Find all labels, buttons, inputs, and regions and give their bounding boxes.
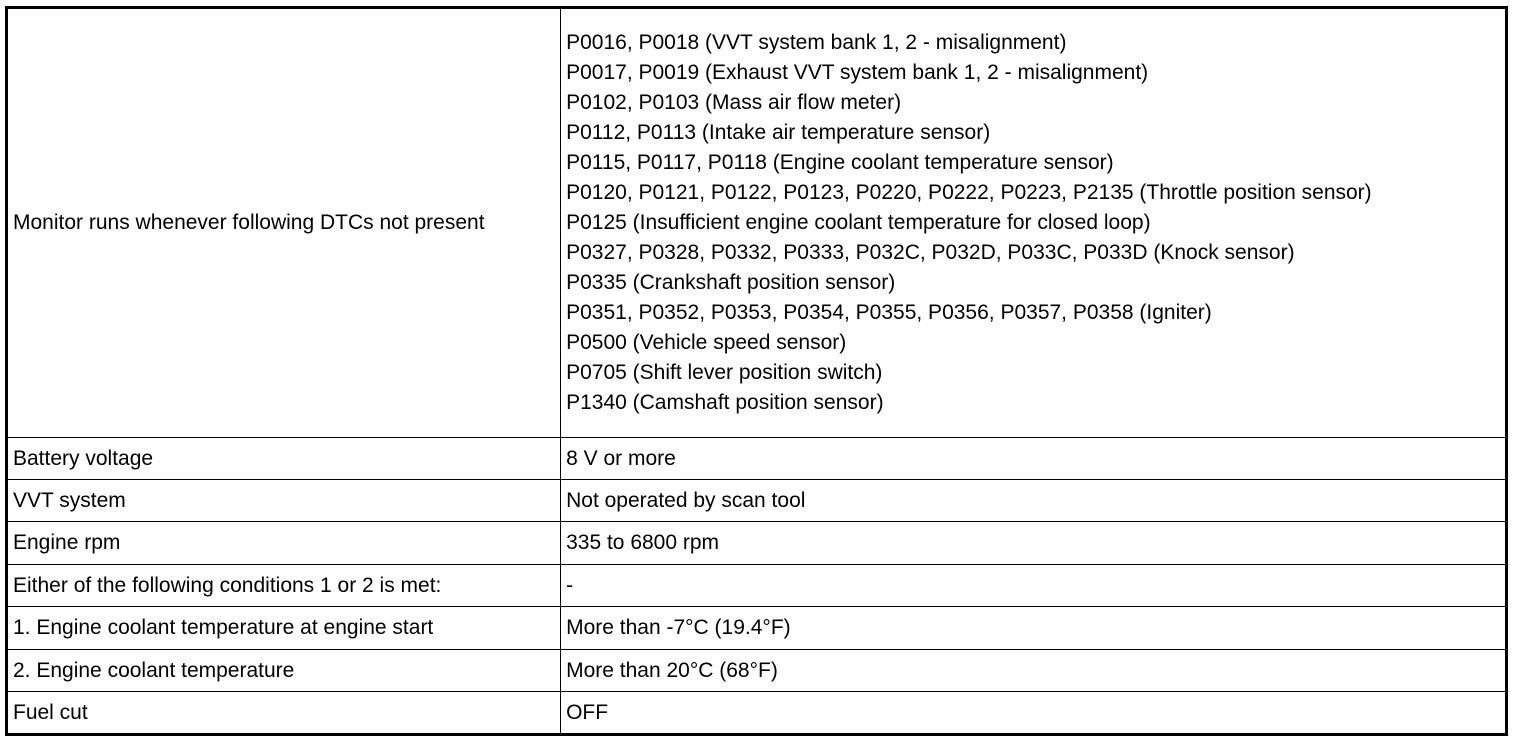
dtc-line: P0351, P0352, P0353, P0354, P0355, P0356, P0357, P0358 (Igniter) xyxy=(566,301,1212,324)
condition-cell: 2. Engine coolant temperature xyxy=(7,650,561,692)
value-cell: More than 20°C (68°F) xyxy=(561,650,1507,692)
dtc-line: P0125 (Insufficient engine coolant temperature for closed loop) xyxy=(566,211,1151,234)
condition-cell: Engine rpm xyxy=(7,522,561,565)
table-row xyxy=(7,480,1507,522)
table-row xyxy=(7,438,1507,480)
value-cell: More than -7°C (19.4°F) xyxy=(561,607,1507,650)
condition-text: Monitor runs whenever following DTCs not present xyxy=(13,211,485,234)
dtc-line: P0016, P0018 (VVT system bank 1, 2 - misalignment) xyxy=(566,31,1067,54)
table-row xyxy=(7,565,1507,607)
dtc-line: P0112, P0113 (Intake air temperature sensor) xyxy=(566,121,991,144)
value-cell: 8 V or more xyxy=(561,438,1507,480)
dtc-line: P0327, P0328, P0332, P0333, P032C, P032D, P033C, P033D (Knock sensor) xyxy=(566,241,1295,264)
dtc-line: P0335 (Crankshaft position sensor) xyxy=(566,271,896,294)
dtc-line: P0705 (Shift lever position switch) xyxy=(566,361,883,384)
value-cell: 335 to 6800 rpm xyxy=(561,522,1507,565)
table-row xyxy=(7,650,1507,692)
value-cell: OFF xyxy=(561,692,1507,735)
value-cell xyxy=(561,8,1507,438)
table-row xyxy=(7,522,1507,565)
value-cell: Not operated by scan tool xyxy=(561,480,1507,522)
dtc-line: P0120, P0121, P0122, P0123, P0220, P0222, P0223, P2135 (Throttle position sensor) xyxy=(566,181,1372,204)
condition-cell: Either of the following conditions 1 or 2 is met: xyxy=(7,565,561,607)
table-row xyxy=(7,8,1507,438)
conditions-table xyxy=(5,6,1508,736)
dtc-line: P0017, P0019 (Exhaust VVT system bank 1, 2 - misalignment) xyxy=(566,61,1149,84)
dtc-line: P0500 (Vehicle speed sensor) xyxy=(566,331,847,354)
table-row xyxy=(7,692,1507,735)
condition-cell xyxy=(7,8,561,438)
condition-cell: Fuel cut xyxy=(7,692,561,735)
condition-cell: Battery voltage xyxy=(7,438,561,480)
dtc-line: P1340 (Camshaft position sensor) xyxy=(566,391,884,414)
dtc-line: P0115, P0117, P0118 (Engine coolant temperature sensor) xyxy=(566,151,1114,174)
dtc-line: P0102, P0103 (Mass air flow meter) xyxy=(566,91,902,114)
table-row xyxy=(7,607,1507,650)
value-cell: - xyxy=(561,565,1507,607)
condition-cell: VVT system xyxy=(7,480,561,522)
condition-cell: 1. Engine coolant temperature at engine start xyxy=(7,607,561,650)
